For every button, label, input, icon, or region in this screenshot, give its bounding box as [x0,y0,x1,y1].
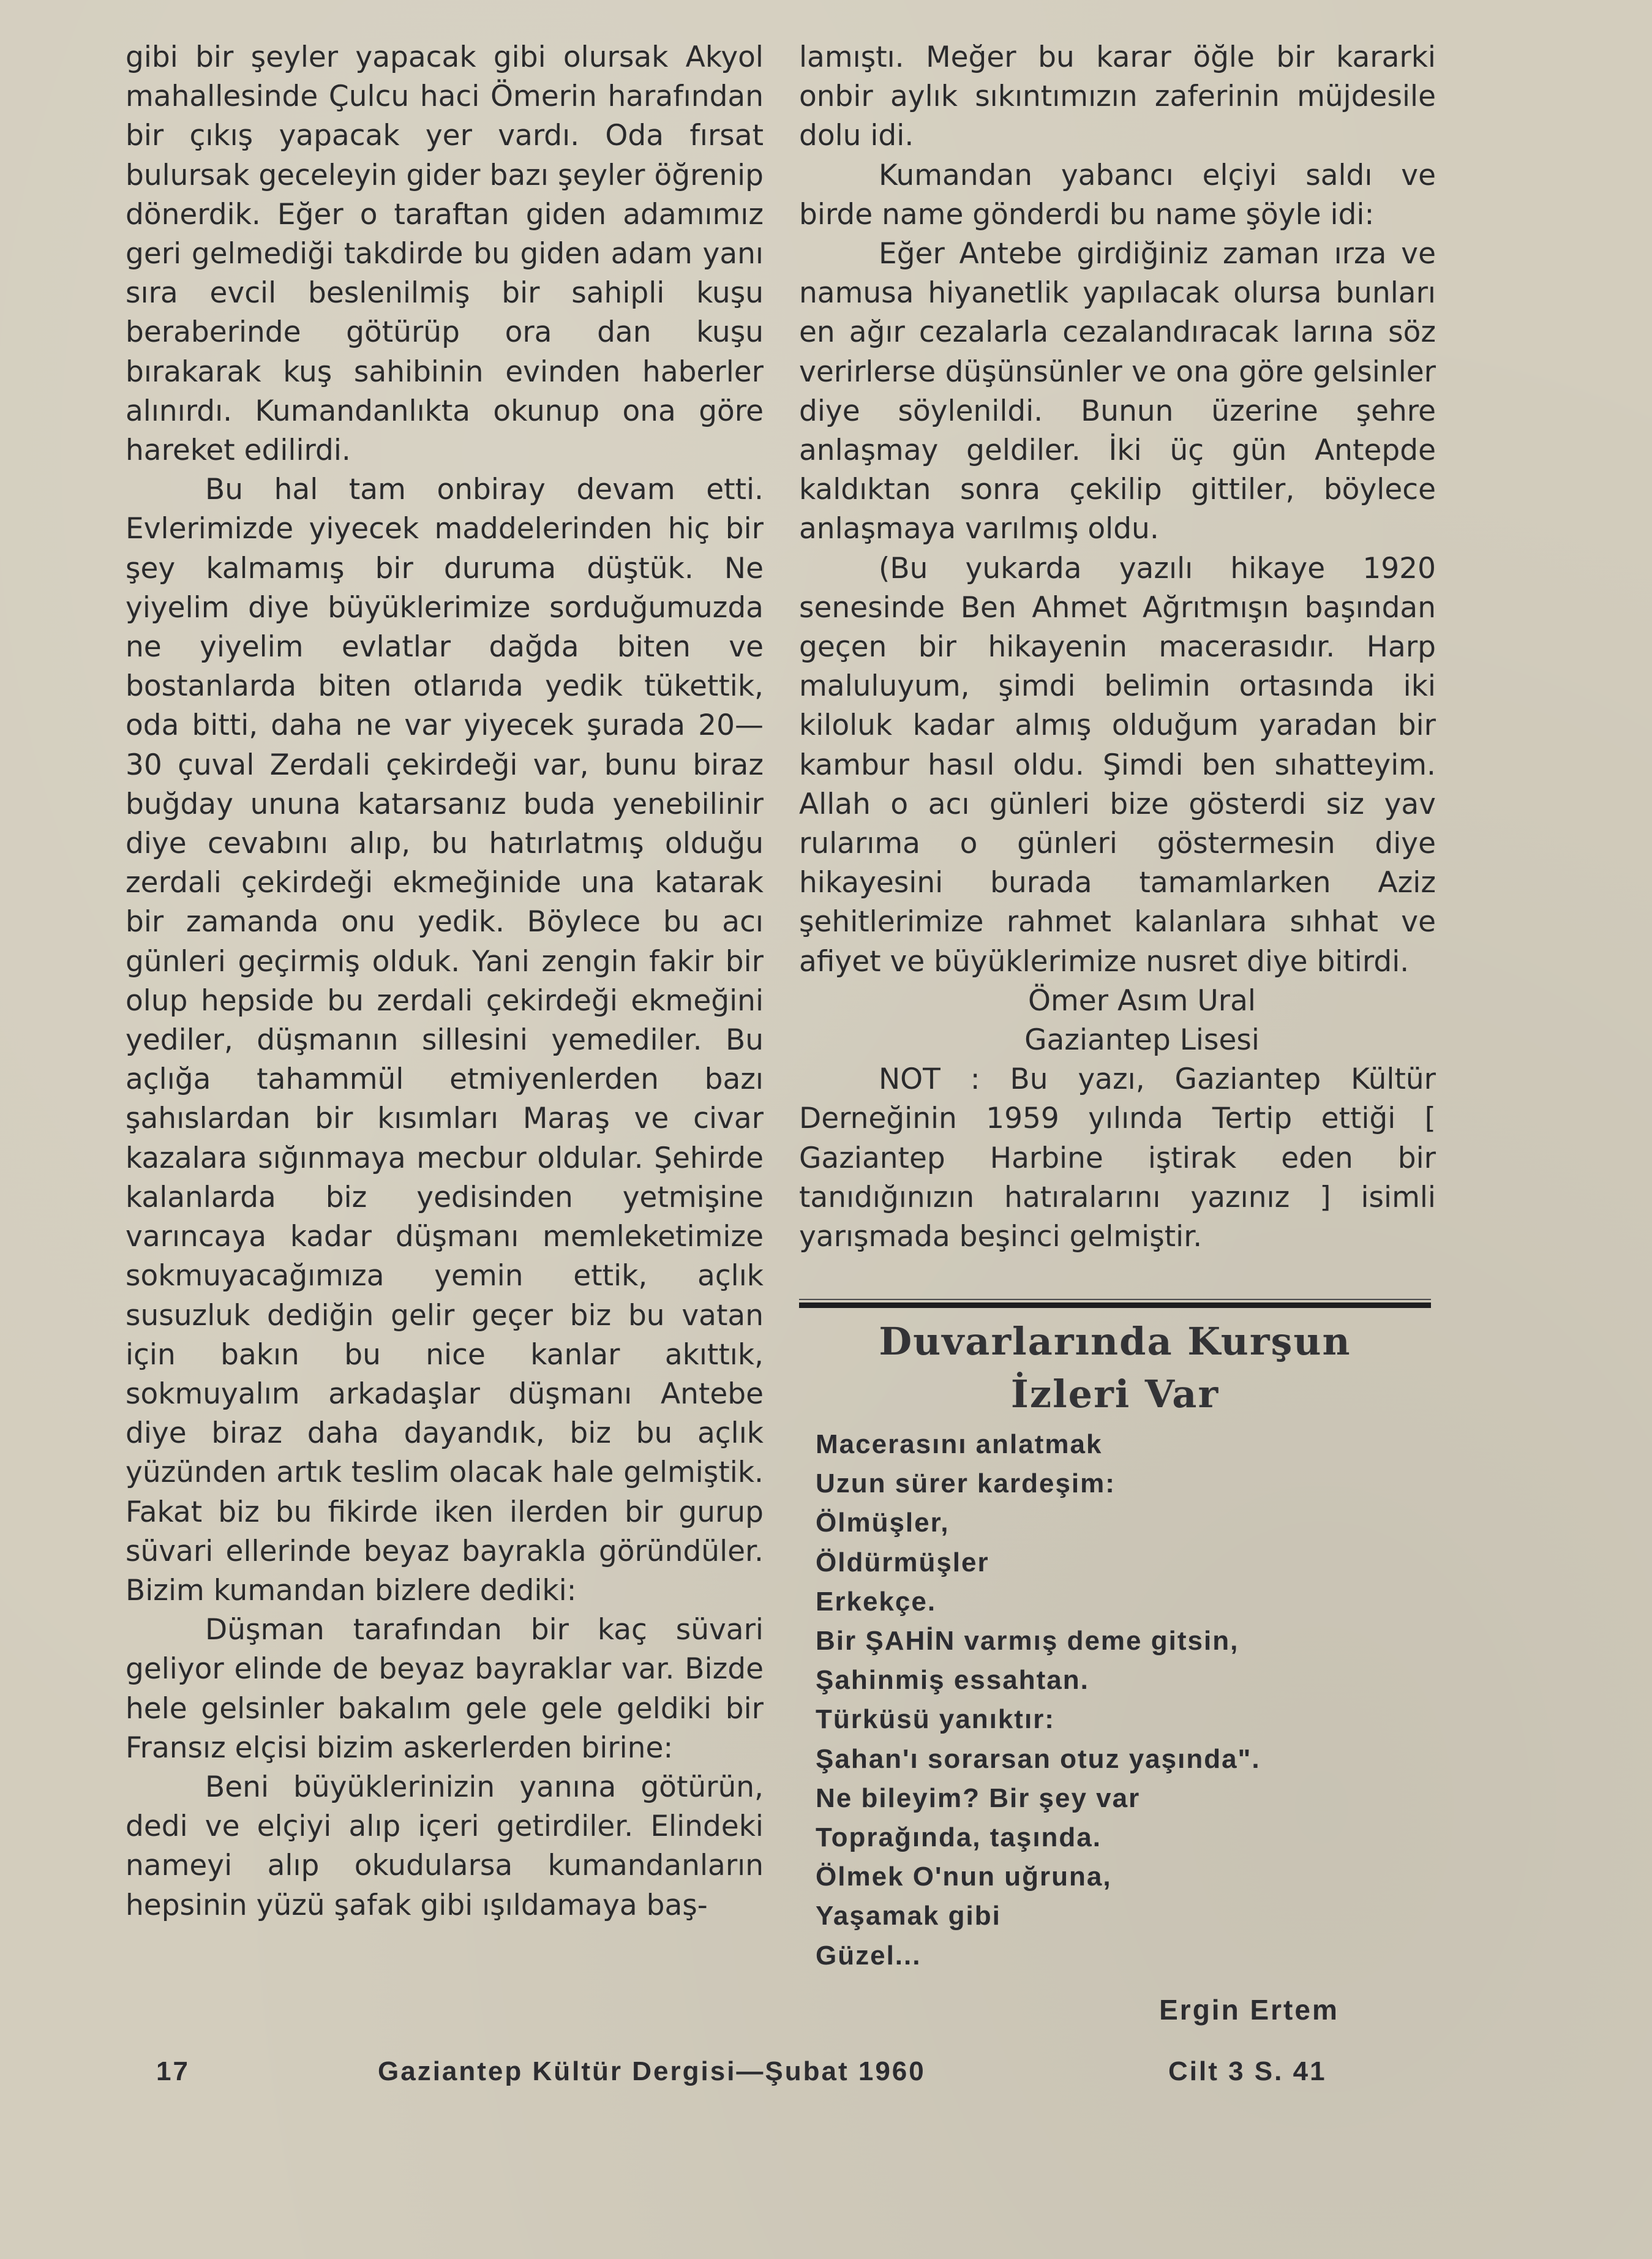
poem-line: Uzun sürer kardeşim: [816,1468,1116,1499]
poem-line: Şahan'ı sorarsan otuz yaşında". [816,1743,1261,1774]
publication-title: Gaziantep Kültür Dergisi—Şubat 1960 [378,2056,926,2086]
left-column [126,38,764,1925]
poem-line: Şahinmiş essahtan. [816,1665,1089,1696]
paragraph: Bu hal tam onbiray devam etti. Evlerimizde yiyecek maddelerinden hiç bir şey kalmamış bir duruma düştük. Ne yiyelim diye büyüklerimize sorduğumuzda ne yiyelim evlatlar dağda biten ve bostanlarda biten otlarıda yedik tükettik, oda bitti, daha ne var yiyecek şurada 20—30 çuval Zerdali çekirdeği var, bunu biraz buğday ununa katarsanız buda yenebilinir diye cevabını alıp, bu hatırlatmış olduğu zerdali çekirdeği ekmeğinide una katarak bir zamanda onu yedik. Böylece bu acı günleri geçirmiş olduk. Yani zengin fakir bir olup hepside bu zerdali çekirdeği ekmeğini yediler, düşmanın sillesini yemediler. Bu açlığa tahammül etmiyenlerden bazı şahıslardan bir kısımları Maraş ve civar kazalara sığınmaya mecbur oldular. Şehirde kalanlarda biz yedisinden yetmişine varıncaya kadar düşmanı memleketimize sokmuyacağımıza yemin ettik, açlık susuzluk dediğin gelir geçer biz bu vatan için bakın bu nice kanlar akıttık, sokmuyalım arkadaşlar düşmanı Antebe diye biraz daha dayandık, biz bu açlık yüzünden artık teslim olacak hale gelmiştik. Fakat biz bu fikirde iken ilerden bir gurup süvari ellerinde beyaz bayrakla göründüler. Bizim kumandan bizlere dediki: [126,473,764,1607]
paragraph: Eğer Antebe girdiğiniz zaman ırza ve namusa hiyanetlik yapılacak olursa bunları en ağır cezalarla cezalandıracak larına söz verirlerse düşünsünler ve ona göre gelsinler diye söylenildi. Bunun üzerine şehre anlaşmay geldiler. İki üç gün Antepde kaldıktan sonra çekilip gittiler, böylece anlaşmaya varılmış oldu. [799,237,1436,546]
poet-name: Ergin Ertem [1159,1994,1339,2026]
paragraph: lamıştı. Meğer bu karar öğle bir kararki onbir aylık sıkıntımızın zaferinin müjdesile dolu idi. [799,40,1436,153]
paragraph: Kumandan yabancı elçiyi saldı ve birde name gönderdi bu name şöyle idi: [799,158,1436,231]
paragraph: gibi bir şeyler yapacak gibi olursak Akyol mahallesinde Çulcu haci Ömerin harafından bir çıkış yapacak yer vardı. Oda fırsat bulursak geceleyin gider bazı şeyler öğrenip dönerdik. Eğer o taraftan giden adamımız geri gelmediği takdirde bu giden adam yanı sıra evcil beslenilmiş bir sahipli kuşu beraberinde götürüp ora dan kuşu bırakarak kuş sahibinin evinden haberler alınırdı. Kumandanlıkta okunup ona göre hareket edilirdi. [126,40,764,468]
poem-line: Macerasını anlatmak [816,1429,1103,1459]
volume-issue: Cilt 3 S. 41 [1168,2056,1327,2086]
poem-line: Ölmüşler, [816,1508,950,1538]
poem-line: Öldürmüşler [816,1547,989,1577]
competition-note: NOT : Bu yazı, Gaziantep Kültür Derneğinin 1959 yılında Tertip ettiği [ Gaziantep Harbine iştirak eden bir tanıdığınızın hatıralarını yazınız ] isimli yarışmada beşinci gelmiştir. [799,1062,1436,1254]
poem-line: Bir ŞAHİN varmış deme gitsin, [816,1626,1239,1656]
section-divider [799,1302,1431,1308]
page-number: 17 [156,2056,190,2086]
poem-line: Toprağında, taşında. [816,1822,1102,1853]
right-column [799,38,1436,1257]
paragraph: Düşman tarafından bir kaç süvari geliyor elinde de beyaz bayraklar var. Bizde hele gelsinler bakalım gele gele geldiki bir Fransız elçisi bizim askerlerden birine: [126,1613,764,1765]
poem-line: Güzel... [816,1940,922,1971]
poem-line: Erkekçe. [816,1586,937,1617]
author-school: Gaziantep Lisesi [1024,1023,1260,1058]
poem-line: Türküsü yanıktır: [816,1704,1055,1735]
paragraph: Beni büyüklerinizin yanına götürün, dedi ve elçiyi alıp içeri getirdiler. Elindeki nameyi alıp okudularsa kumandanların hepsinin yüzü şafak gibi ışıldamaya baş- [126,1770,764,1922]
poem-title-line-2: İzleri Var [1010,1372,1220,1416]
section-divider-thin [799,1299,1431,1300]
poem-title-line-1: Duvarlarında Kurşun [879,1319,1351,1364]
poem-body [816,1425,1261,1975]
poem-line: Ne bileyim? Bir şey var [816,1783,1141,1813]
poem-line: Yaşamak gibi [816,1901,1001,1931]
poem-line: Ölmek O'nun uğruna, [816,1862,1112,1892]
author-name: Ömer Asım Ural [1028,983,1256,1018]
paragraph: (Bu yukarda yazılı hikaye 1920 senesinde Ben Ahmet Ağrıtmışın başından geçen bir hikayenin macerasıdır. Harp maluluyum, şimdi belimin ortasında iki kiloluk kadar almış olduğum yaradan bir kambur hasıl oldu. Şimdi ben sıhatteyim. Allah o acı günleri bize gösterdi siz yav rularıma o günleri göstermesin diye hikayesini burada tamamlarken Aziz şehitlerimize rahmet kalanlara sıhhat ve afiyet ve büyüklerimize nusret diye bitirdi. [799,551,1436,979]
